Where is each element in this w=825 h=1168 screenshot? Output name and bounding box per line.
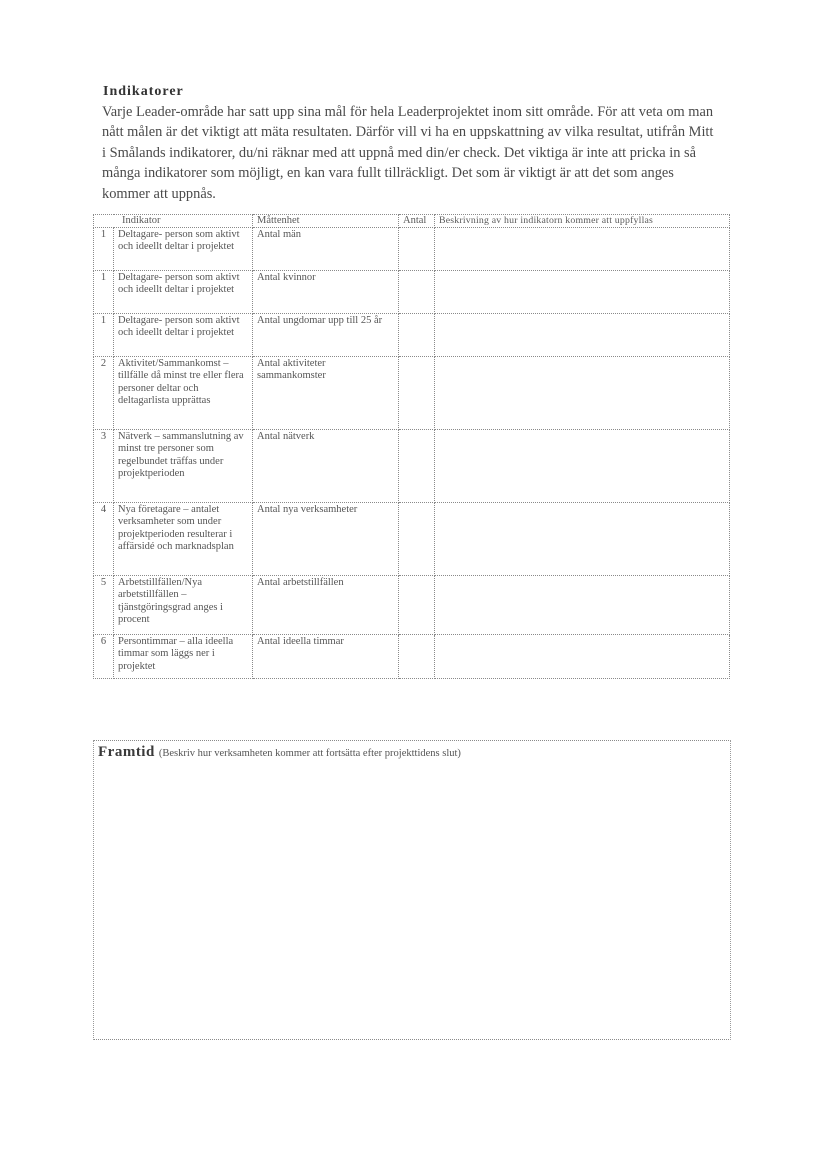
enhet-cell: Antal män bbox=[253, 228, 399, 271]
header-mattenhet: Måttenhet bbox=[253, 215, 399, 228]
beskrivning-cell[interactable] bbox=[435, 357, 730, 430]
antal-cell[interactable] bbox=[399, 503, 435, 576]
table-row bbox=[94, 576, 730, 635]
antal-cell[interactable] bbox=[399, 271, 435, 314]
row-number: 1 bbox=[94, 228, 114, 271]
table-row bbox=[94, 503, 730, 576]
row-number: 5 bbox=[94, 576, 114, 635]
framtid-subtitle: (Beskriv hur verksamheten kommer att fortsätta efter projekttidens slut) bbox=[158, 748, 461, 759]
indikator-cell: Persontimmar – alla ideella timmar som läggs ner i projektet bbox=[114, 635, 253, 679]
table-row bbox=[94, 635, 730, 679]
beskrivning-cell[interactable] bbox=[435, 576, 730, 635]
indikator-cell: Nya företagare – antalet verksamheter som under projektperioden resulterar i affärsidé och marknadsplan bbox=[114, 503, 253, 576]
antal-cell[interactable] bbox=[399, 576, 435, 635]
row-number: 6 bbox=[94, 635, 114, 679]
indikator-cell: Deltagare- person som aktivt och ideellt deltar i projektet bbox=[114, 314, 253, 357]
table-row bbox=[94, 314, 730, 357]
indicator-table bbox=[93, 214, 730, 679]
row-number: 3 bbox=[94, 430, 114, 503]
row-number: 4 bbox=[94, 503, 114, 576]
enhet-cell: Antal ideella timmar bbox=[253, 635, 399, 679]
enhet-cell: Antal nätverk bbox=[253, 430, 399, 503]
table-row bbox=[94, 430, 730, 503]
framtid-title: Framtid bbox=[98, 744, 155, 760]
table-row bbox=[94, 228, 730, 271]
table-header-row bbox=[94, 215, 730, 228]
table-row bbox=[94, 357, 730, 430]
beskrivning-cell[interactable] bbox=[435, 503, 730, 576]
framtid-box[interactable] bbox=[93, 740, 731, 1040]
enhet-cell: Antal ungdomar upp till 25 år bbox=[253, 314, 399, 357]
framtid-heading bbox=[98, 743, 461, 761]
enhet-cell: Antal aktiviteter sammankomster bbox=[253, 357, 399, 430]
header-beskrivning: Beskrivning av hur indikatorn kommer att uppfyllas bbox=[435, 215, 730, 228]
header-indikator: Indikator bbox=[94, 215, 253, 228]
enhet-cell: Antal kvinnor bbox=[253, 271, 399, 314]
enhet-cell: Antal nya verksamheter bbox=[253, 503, 399, 576]
beskrivning-cell[interactable] bbox=[435, 228, 730, 271]
enhet-cell: Antal arbetstillfällen bbox=[253, 576, 399, 635]
antal-cell[interactable] bbox=[399, 635, 435, 679]
beskrivning-cell[interactable] bbox=[435, 635, 730, 679]
intro-paragraph: Varje Leader-område har satt upp sina mål för hela Leaderprojektet inom sitt område. För att veta om man nått målen är det viktigt att mäta resultaten. Därför vill vi ha en uppskattning av vilka resultat, utifrån Mitt i Smålands indikatorer, du/ni räknar med att uppnå med din/er check. Det viktiga är inte att pricka in så många indikatorer som möjligt, en kan vara fullt tillräckligt. Det som är viktigt är att det som anges kommer att uppnås. bbox=[102, 104, 714, 202]
header-antal: Antal bbox=[399, 215, 435, 228]
indikator-cell: Deltagare- person som aktivt och ideellt deltar i projektet bbox=[114, 271, 253, 314]
row-number: 2 bbox=[94, 357, 114, 430]
beskrivning-cell[interactable] bbox=[435, 430, 730, 503]
row-number: 1 bbox=[94, 271, 114, 314]
beskrivning-cell[interactable] bbox=[435, 314, 730, 357]
antal-cell[interactable] bbox=[399, 228, 435, 271]
antal-cell[interactable] bbox=[399, 314, 435, 357]
indikator-cell: Aktivitet/Sammankomst – tillfälle då minst tre eller flera personer deltar och deltagarlista upprättas bbox=[114, 357, 253, 430]
antal-cell[interactable] bbox=[399, 357, 435, 430]
section-heading: Indikatorer bbox=[103, 84, 184, 99]
row-number: 1 bbox=[94, 314, 114, 357]
table-row bbox=[94, 271, 730, 314]
antal-cell[interactable] bbox=[399, 430, 435, 503]
indikator-cell: Deltagare- person som aktivt och ideellt deltar i projektet bbox=[114, 228, 253, 271]
indikator-cell: Nätverk – sammanslutning av minst tre personer som regelbundet träffas under projektperioden bbox=[114, 430, 253, 503]
beskrivning-cell[interactable] bbox=[435, 271, 730, 314]
indikator-cell: Arbetstillfällen/Nya arbetstillfällen – tjänstgöringsgrad anges i procent bbox=[114, 576, 253, 635]
